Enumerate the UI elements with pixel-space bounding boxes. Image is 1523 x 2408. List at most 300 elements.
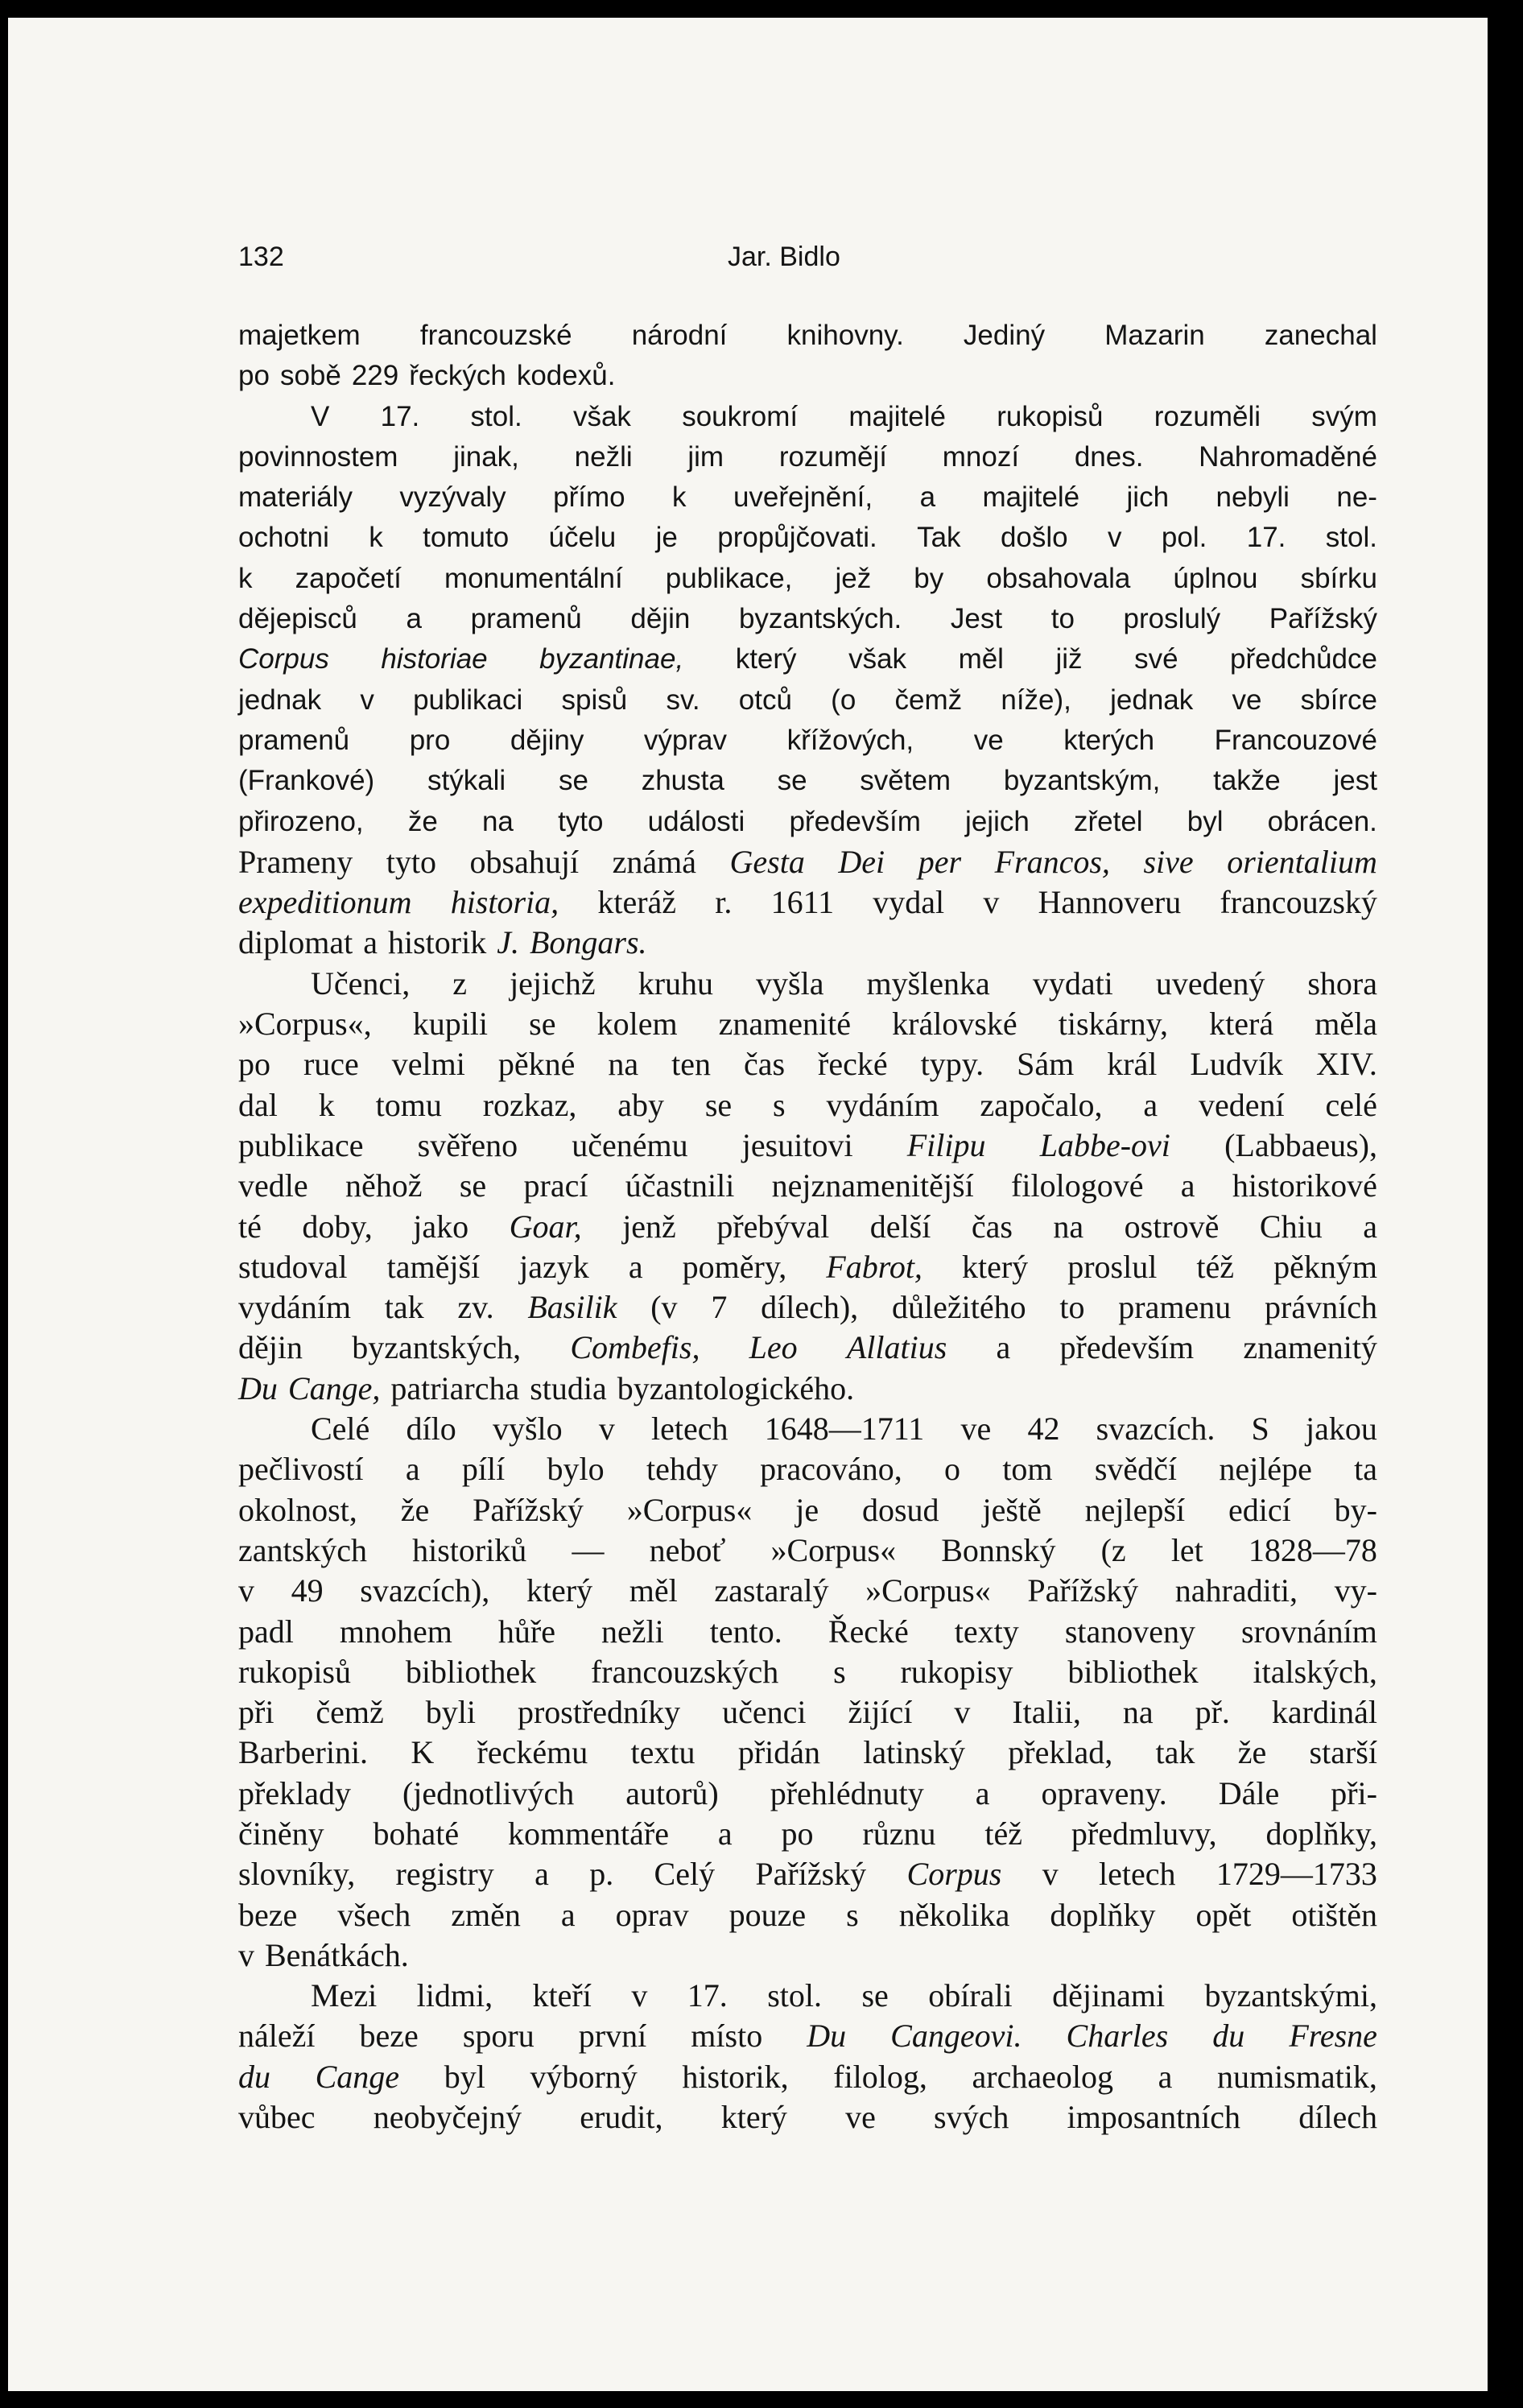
- text-line: [238, 1449, 1377, 1489]
- word: 17.: [1246, 522, 1286, 554]
- word: započalo,: [980, 1086, 1103, 1123]
- word: též: [1196, 1248, 1235, 1285]
- text-line: [238, 1044, 1377, 1084]
- word: pramenů: [238, 724, 350, 756]
- word: tomu: [375, 1086, 442, 1123]
- word: (Labbaeus),: [1224, 1126, 1377, 1163]
- word: rozumějí: [778, 440, 888, 473]
- word: francouzských: [590, 1653, 779, 1690]
- word: především: [1059, 1329, 1195, 1366]
- word: byzantinae,: [539, 643, 684, 675]
- word: předmluvy,: [1071, 1815, 1217, 1852]
- word: vydal: [873, 884, 945, 921]
- word: ta: [1354, 1451, 1377, 1488]
- word: nežli: [601, 1613, 664, 1650]
- word: Dále: [1218, 1774, 1280, 1811]
- word: učenému: [572, 1126, 688, 1163]
- word: 1828—78: [1248, 1531, 1377, 1568]
- word: a: [1143, 1086, 1158, 1123]
- word: velmi: [391, 1046, 465, 1083]
- word: po: [238, 1046, 270, 1083]
- word: orientalium: [1227, 843, 1377, 880]
- word: by: [914, 562, 944, 594]
- word: majitelé: [982, 481, 1080, 514]
- word: svěřeno: [417, 1126, 518, 1163]
- word: tom: [1002, 1451, 1053, 1488]
- word: došlo: [1000, 522, 1068, 554]
- word: žijící: [848, 1694, 913, 1731]
- word: na: [481, 805, 514, 837]
- word: ostrově: [1124, 1208, 1220, 1245]
- word: 229: [351, 360, 399, 392]
- word: r.: [715, 884, 733, 921]
- word: »Corpus«,: [238, 1006, 372, 1043]
- word: Pařížský: [755, 1856, 867, 1893]
- word: Celý: [654, 1856, 716, 1893]
- word: myšlenka: [866, 964, 990, 1002]
- word: zantských: [238, 1531, 367, 1568]
- word: jesuitovi: [741, 1126, 853, 1163]
- text-line: [238, 923, 1377, 963]
- word: historiků: [412, 1531, 527, 1568]
- word: poměry,: [682, 1248, 787, 1285]
- word: dílech: [1298, 2099, 1377, 2136]
- word: lidmi,: [416, 1977, 493, 2014]
- word: Barberini.: [238, 1734, 369, 1771]
- word: dějinami: [1052, 1977, 1166, 2014]
- word: kterých: [1063, 724, 1155, 756]
- word: letech: [1099, 1856, 1176, 1893]
- word: započetí: [295, 562, 402, 594]
- word: autorů): [625, 1774, 719, 1811]
- word: by-: [1334, 1491, 1377, 1528]
- word: rukopisů: [238, 1653, 351, 1690]
- word: pramenů: [470, 603, 582, 635]
- word: vydáním: [238, 1289, 351, 1326]
- word: Řecké: [828, 1613, 909, 1650]
- word: otištěn: [1291, 1896, 1377, 1933]
- word: různu: [862, 1815, 936, 1852]
- word: ve: [1232, 684, 1262, 716]
- text-line: [238, 882, 1377, 923]
- word: Ludvík: [1190, 1046, 1283, 1083]
- word: takže: [1213, 765, 1281, 797]
- text-line: [238, 1085, 1377, 1126]
- word: studia: [530, 1369, 607, 1406]
- word: vydati: [1032, 964, 1113, 1002]
- word: výprav: [643, 724, 728, 756]
- text-line: [238, 2097, 1377, 2137]
- word: srovnáním: [1241, 1613, 1377, 1650]
- word: Jediný: [963, 320, 1046, 351]
- word: pro: [409, 724, 451, 756]
- word: v: [1042, 1856, 1059, 1893]
- text-line: [238, 2057, 1377, 2097]
- word: erudit,: [580, 2099, 663, 2136]
- word: letech: [651, 1411, 728, 1448]
- word: Filipu: [906, 1126, 986, 1163]
- word: to: [1059, 1289, 1085, 1326]
- text-line: [238, 842, 1377, 882]
- word: Jest: [950, 603, 1003, 635]
- word: kteří: [532, 1977, 592, 2014]
- word: Benátkách.: [265, 1936, 409, 1973]
- word: vyšlo: [492, 1411, 563, 1448]
- text-line: [238, 1612, 1377, 1652]
- text-line: [238, 1409, 1377, 1449]
- word: V: [311, 400, 330, 432]
- word: italských,: [1253, 1653, 1377, 1690]
- word: že: [1237, 1734, 1267, 1771]
- word: obírali: [928, 1977, 1013, 2014]
- word: doby,: [302, 1208, 373, 1245]
- word: kupili: [412, 1006, 489, 1043]
- word: čas: [743, 1046, 786, 1083]
- word: per: [918, 843, 962, 880]
- word: studoval: [238, 1248, 348, 1285]
- word: při: [238, 1694, 274, 1731]
- word: texty: [954, 1613, 1019, 1650]
- word: byl: [444, 2058, 485, 2095]
- word: v: [954, 1694, 971, 1731]
- word: tak: [1155, 1734, 1195, 1771]
- word: Charles: [1066, 2018, 1169, 2055]
- word: svazcích),: [360, 1572, 490, 1609]
- word: sv.: [666, 684, 700, 716]
- word: doplňky: [1050, 1896, 1156, 1933]
- word: historiae: [381, 643, 488, 675]
- word: Du: [238, 1369, 278, 1406]
- word: filologové: [1011, 1167, 1144, 1204]
- word: náleží: [238, 2018, 316, 2055]
- word: na: [1053, 1208, 1084, 1245]
- word: jenž: [622, 1208, 676, 1245]
- word: Allatius: [846, 1329, 947, 1366]
- text-line: [238, 316, 1377, 356]
- word: řecké: [818, 1046, 888, 1083]
- word: francouzské: [419, 320, 572, 351]
- text-line: [238, 1530, 1377, 1571]
- word: Corpus: [906, 1856, 1002, 1893]
- word: překlady: [238, 1774, 351, 1811]
- word: archaeolog: [972, 2058, 1113, 2095]
- word: sobě: [279, 360, 341, 392]
- word: že: [407, 805, 438, 837]
- word: pěkným: [1273, 1248, 1377, 1285]
- word: knihovny.: [786, 320, 904, 351]
- word: spisů: [561, 684, 628, 716]
- word: změn: [451, 1896, 521, 1933]
- text-line: [238, 1976, 1377, 2016]
- word: k: [672, 481, 687, 514]
- text-line: [238, 1935, 1377, 1976]
- word: jest: [1333, 765, 1377, 797]
- word: historikové: [1232, 1167, 1377, 1204]
- word: rozkaz,: [482, 1086, 577, 1123]
- word: byli: [425, 1694, 476, 1731]
- word: se: [704, 1086, 733, 1123]
- word: byzantologického.: [617, 1369, 855, 1406]
- word: Pařížský: [473, 1491, 584, 1528]
- word: a: [406, 603, 422, 635]
- word: a: [1158, 2058, 1173, 2095]
- word: historik,: [682, 2058, 789, 2095]
- word: neobyčejný: [373, 2099, 522, 2136]
- word: »Corpus«: [865, 1572, 991, 1609]
- word: —: [572, 1531, 605, 1568]
- word: dějin: [238, 1329, 303, 1366]
- word: ve: [845, 2099, 876, 2136]
- word: jinak,: [453, 440, 519, 473]
- word: Fabrot,: [826, 1248, 922, 1285]
- word: tak: [384, 1289, 424, 1326]
- word: publikaci: [413, 684, 523, 716]
- word: (z: [1100, 1531, 1126, 1568]
- word: obrácen.: [1267, 805, 1377, 837]
- word: nebyli: [1216, 481, 1290, 514]
- word: byzantským,: [1003, 765, 1161, 797]
- word: v: [238, 1572, 254, 1609]
- word: v: [360, 684, 374, 716]
- word: beze: [359, 2018, 419, 2055]
- word: dějin: [630, 603, 691, 635]
- text-line: [238, 802, 1377, 842]
- word: historia,: [450, 884, 559, 921]
- word: rozuměli: [1154, 400, 1261, 432]
- word: svých: [934, 2099, 1009, 2136]
- word: přímo: [553, 481, 625, 514]
- word: Učenci,: [311, 964, 411, 1002]
- text-line: [238, 1774, 1377, 1814]
- word: a: [1363, 1208, 1377, 1245]
- text-line: [238, 1652, 1377, 1692]
- word: rukopisů: [997, 400, 1104, 432]
- word: aby: [617, 1086, 664, 1123]
- text-line: [238, 437, 1377, 477]
- word: zhusta: [641, 765, 724, 797]
- word: 49: [291, 1572, 324, 1609]
- word: tehdy: [646, 1451, 718, 1488]
- word: Bongars.: [529, 924, 647, 961]
- word: p.: [589, 1856, 614, 1893]
- word: obsahují: [469, 843, 580, 880]
- word: úplnou: [1173, 562, 1258, 594]
- word: beze: [238, 1896, 298, 1933]
- word: rukopisy: [900, 1653, 1013, 1690]
- word: důležitého: [891, 1289, 1026, 1326]
- word: řeckému: [477, 1734, 588, 1771]
- word: kommentáře: [508, 1815, 669, 1852]
- word: prací: [523, 1167, 588, 1204]
- word: se: [861, 1977, 889, 2014]
- word: př.: [1195, 1694, 1230, 1731]
- word: Cange: [315, 2058, 400, 2095]
- text-line: [238, 1004, 1377, 1044]
- word: svědčí: [1094, 1451, 1178, 1488]
- word: a: [975, 1774, 990, 1811]
- word: stol.: [470, 400, 522, 432]
- word: který: [961, 1248, 1029, 1285]
- word: kardinál: [1271, 1694, 1377, 1731]
- word: níže),: [1001, 684, 1071, 716]
- text-line: [238, 721, 1377, 761]
- word: Du: [807, 2018, 847, 2055]
- text-line: [238, 397, 1377, 437]
- text-line: [238, 1247, 1377, 1287]
- word: přehlédnuty: [770, 1774, 924, 1811]
- word: jež: [835, 562, 872, 594]
- word: však: [848, 643, 907, 675]
- word: byl: [1187, 805, 1224, 837]
- text-line: [238, 964, 1377, 1004]
- word: vůbec: [238, 2099, 316, 2136]
- word: něhož: [345, 1167, 423, 1204]
- word: tomuto: [423, 522, 510, 554]
- word: křížových,: [786, 724, 914, 756]
- word: vyšla: [756, 964, 824, 1002]
- word: byzantských,: [352, 1329, 522, 1366]
- word: jim: [687, 440, 724, 473]
- word: nejlepší: [1084, 1491, 1186, 1528]
- word: publikace: [238, 1126, 364, 1163]
- word: především: [789, 805, 921, 837]
- word: vydáním: [826, 1086, 939, 1123]
- word: bibliothek: [1067, 1653, 1199, 1690]
- word: na: [1122, 1694, 1154, 1731]
- word: celé: [1325, 1086, 1377, 1123]
- word: na: [608, 1046, 639, 1083]
- word: propůjčovati.: [717, 522, 877, 554]
- word: měl: [629, 1572, 678, 1609]
- word: zv.: [457, 1289, 494, 1326]
- word: sporu: [462, 2018, 534, 2055]
- word: která: [1209, 1006, 1274, 1043]
- word: Cange,: [287, 1369, 381, 1406]
- word: kolem: [596, 1006, 678, 1043]
- word: Prameny: [238, 843, 353, 880]
- word: a: [996, 1329, 1011, 1366]
- word: registry: [395, 1856, 494, 1893]
- word: se: [529, 1006, 556, 1043]
- word: měla: [1315, 1006, 1377, 1043]
- word: tamější: [386, 1248, 481, 1285]
- word: Basilik: [527, 1289, 617, 1326]
- text-line: [238, 1287, 1377, 1328]
- word: K: [411, 1734, 435, 1771]
- text-line: [238, 1369, 1377, 1409]
- word: historik: [387, 924, 487, 961]
- word: nahraditi,: [1174, 1572, 1298, 1609]
- word: v: [238, 1936, 254, 1973]
- word: ve: [973, 724, 1004, 756]
- word: Bonnský: [941, 1531, 1056, 1568]
- word: ne-: [1336, 481, 1377, 514]
- word: znamenité: [718, 1006, 852, 1043]
- word: a: [628, 1248, 643, 1285]
- word: čas: [971, 1208, 1013, 1245]
- word: s: [833, 1653, 846, 1690]
- word: král: [1107, 1046, 1158, 1083]
- word: k: [369, 522, 383, 554]
- word: nejlépe: [1219, 1451, 1312, 1488]
- word: tyto: [558, 805, 604, 837]
- word: a: [717, 1815, 733, 1852]
- word: S: [1251, 1411, 1269, 1448]
- word: Mezi: [311, 1977, 378, 2014]
- text-line: [238, 1207, 1377, 1247]
- word: účastnili: [625, 1167, 735, 1204]
- word: právních: [1265, 1289, 1377, 1326]
- word: (Frankové): [238, 765, 375, 797]
- word: tiskárny,: [1058, 1006, 1169, 1043]
- text-line: [238, 1854, 1377, 1894]
- word: znamenitý: [1243, 1329, 1377, 1366]
- word: který: [735, 643, 797, 675]
- word: přidán: [737, 1734, 821, 1771]
- word: první: [578, 2018, 647, 2055]
- word: v: [1108, 522, 1122, 554]
- text-line: [238, 1692, 1377, 1733]
- word: dosud: [861, 1491, 939, 1528]
- word: při-: [1331, 1774, 1377, 1811]
- word: dějiny: [510, 724, 584, 756]
- word: vyzývaly: [399, 481, 506, 514]
- word: hůře: [497, 1613, 555, 1650]
- word: Labbe-ovi: [1039, 1126, 1170, 1163]
- word: pouze: [728, 1896, 807, 1933]
- word: tyto: [386, 843, 436, 880]
- word: že: [400, 1491, 430, 1528]
- word: opraveny.: [1041, 1774, 1167, 1811]
- text-line: [238, 1126, 1377, 1166]
- word: předchůdce: [1230, 643, 1377, 675]
- word: oprav: [615, 1896, 689, 1933]
- word: po: [238, 360, 270, 392]
- text-line: [238, 356, 1377, 396]
- word: 17.: [687, 1977, 728, 2014]
- word: dílo: [406, 1411, 456, 1448]
- word: k: [318, 1086, 335, 1123]
- word: latinský: [863, 1734, 965, 1771]
- word: se: [777, 765, 807, 797]
- word: dílech),: [761, 1289, 859, 1326]
- word: stýkali: [427, 765, 506, 797]
- text-line: [238, 1733, 1377, 1773]
- word: stanoveny: [1064, 1613, 1195, 1650]
- word: kodexů.: [516, 360, 616, 392]
- word: starší: [1309, 1734, 1377, 1771]
- text-line: [238, 1895, 1377, 1935]
- word: pramenu: [1118, 1289, 1232, 1326]
- word: »Corpus«: [626, 1491, 753, 1528]
- word: jejich: [965, 805, 1030, 837]
- word: a: [363, 924, 378, 961]
- word: po: [781, 1815, 814, 1852]
- text-line: [238, 761, 1377, 801]
- text-line: [238, 639, 1377, 679]
- word: textu: [630, 1734, 695, 1771]
- word: v: [598, 1411, 615, 1448]
- word: známá: [612, 843, 696, 880]
- word: dějepisců: [238, 603, 357, 635]
- word: pol.: [1161, 522, 1207, 554]
- word: s: [773, 1086, 786, 1123]
- text-line: [238, 1490, 1377, 1530]
- word: imposantních: [1067, 2099, 1241, 2136]
- word: ruce: [303, 1046, 359, 1083]
- word: zastaralý: [714, 1572, 829, 1609]
- word: soukromí: [682, 400, 799, 432]
